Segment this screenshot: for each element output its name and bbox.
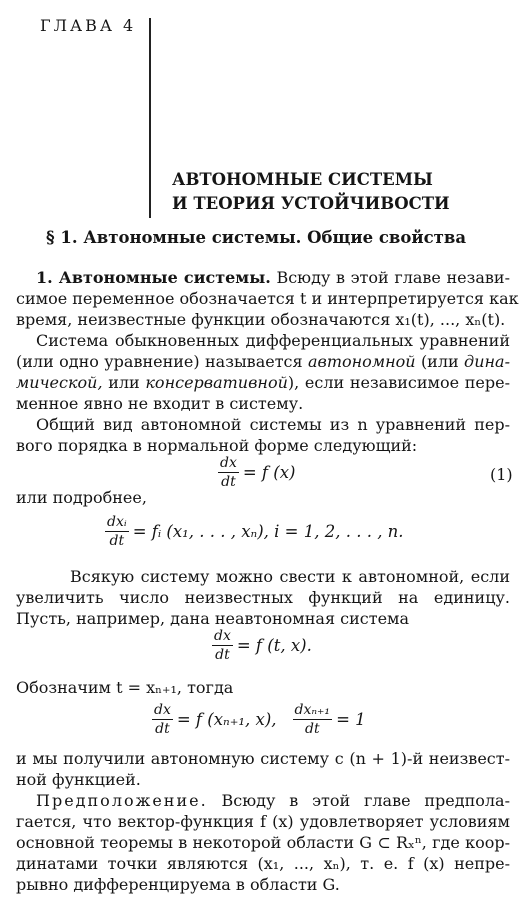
paragraph-definition [16,330,510,414]
p1-line2: симое переменное обозначается t и интерпретируется как [16,289,519,308]
chapter-title-line2: И ТЕОРИЯ УСТОЙЧИВОСТИ [172,194,450,213]
p8-line2: гается, что вектор-функция f (x) удовлетворяет условиям [16,812,510,831]
equation-3 [212,628,312,663]
p2-line1: Система обыкновенных дифференциальных уравнений [36,331,510,350]
p8-line5: рывно дифференцируема в области G. [16,875,340,894]
chapter-divider-rule [149,18,151,218]
equation-2 [105,514,404,549]
p1-line3: время, неизвестные функции обозначаются x₁(t), ..., xₙ(t). [16,310,506,329]
paragraph-autonomous-systems [16,267,519,330]
p8-lead: Предположение. [36,791,208,810]
chapter-label: ГЛАВА 4 [40,16,137,35]
section-title: § 1. Автономные системы. Общие свойства [46,228,467,247]
eq4-rhs1: = f (xₙ₊₁, x), [176,710,277,729]
p8-line3: основной теоремы в некоторой области G ⊂ Rₓⁿ, где коор- [16,833,510,852]
eq2-fraction: $\frac{\text{dxᵢ}}{dt}$ [107,514,127,549]
p3-line1: Общий вид автономной системы из n уравнений пер- [36,415,511,434]
paragraph-assumption [16,790,510,895]
p1-line1: 1. Автономные системы. Всюду в этой главе незави- [36,268,510,287]
eq3-fraction: $\frac{dx}{dt}$ [214,628,231,663]
eq4-fraction2: $\frac{\text{dxₙ₊₁}}{dt}$ [294,702,331,737]
eq2-rhs: = fᵢ (x₁, . . . , xₙ), i = 1, 2, . . . , n. [132,522,404,541]
paragraph-reduction [16,566,510,629]
paragraph-general-form [16,414,510,456]
p7-line2: ной функцией. [16,770,141,789]
p2-line3: мической, или консервативной), если независимое пере- [16,373,510,392]
p8-line1: Предположение. Всюду в этой главе предпола- [36,791,510,810]
paragraph-denote: Обозначим t = xₙ₊₁, тогда [16,678,234,697]
equation-1-number: (1) [490,465,513,484]
p5-line1: Всякую систему можно свести к автономной, если [70,567,510,586]
chapter-title [172,168,502,216]
p3-line2: вого порядка в нормальной форме следующий: [16,436,418,455]
p5-line3: Пусть, например, дана неавтономная система [16,609,410,628]
eq1-fraction: $\frac{dx}{dt}$ [220,455,237,490]
equation-1 [218,455,295,490]
p2-line4: менное явно не входит в систему. [16,394,304,413]
p7-line1: и мы получили автономную систему с (n + 1)-й неизвест- [16,749,510,768]
eq4-fraction1: $\frac{dx}{dt}$ [154,702,171,737]
eq1-rhs: = f (x) [242,463,296,482]
p5-line2: увеличить число неизвестных функций на единицу. [16,588,510,607]
paragraph-or-in-detail: или подробнее, [16,488,147,507]
p1-lead: 1. Автономные системы. [36,268,271,287]
eq3-rhs: = f (t, x). [236,636,312,655]
eq4-rhs2: = 1 [336,710,366,729]
chapter-title-line1: АВТОНОМНЫЕ СИСТЕМЫ [172,170,433,189]
paragraph-result [16,748,510,790]
p2-line2: (или одно уравнение) называется автономной (или дина- [16,352,510,371]
equation-4 [152,702,366,737]
p8-line4: динатами точки являются (x₁, ..., xₙ), т. е. f (x) непре- [16,854,510,873]
